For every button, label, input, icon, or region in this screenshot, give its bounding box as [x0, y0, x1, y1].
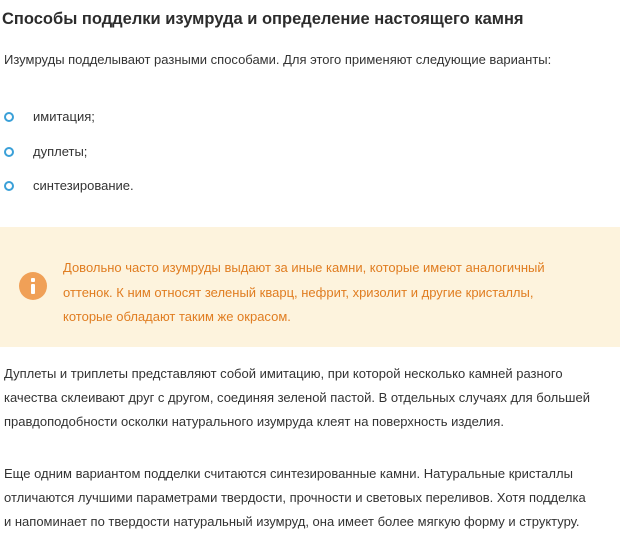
body-paragraph-doublets: [4, 362, 616, 434]
intro-paragraph: Изумруды подделывают разными способами. Для этого применяют следующие варианты:: [4, 52, 552, 67]
info-icon: [19, 272, 47, 300]
list-item: [0, 177, 620, 212]
paragraph-line: Дуплеты и триплеты представляют собой имитацию, при которой несколько камней разного: [4, 366, 563, 381]
callout-line: Довольно часто изумруды выдают за иные камни, которые имеют аналогичный: [63, 260, 545, 275]
paragraph-line: качества склеивают друг с другом, соединяя зеленой пастой. В отдельных случаях для большей: [4, 390, 590, 405]
paragraph-line: правдоподобности осколки натурального изумруда клеят на поверхность изделия.: [4, 414, 504, 429]
list-item: [0, 108, 620, 143]
callout-line: оттенок. К ним относят зеленый кварц, нефрит, хризолит и другие кристаллы,: [63, 284, 534, 300]
variant-list: [0, 108, 620, 212]
list-item-text: дуплеты;: [33, 143, 88, 159]
callout-text: [63, 256, 608, 330]
paragraph-line: и напоминает по твердости натуральный изумруд, она имеет более мягкую форму и структуру.: [4, 514, 580, 529]
list-item: [0, 143, 620, 178]
paragraph-line: отличаются лучшими параметрами твердости, прочности и световых переливов. Хотя подделка: [4, 490, 586, 505]
paragraph-line: Еще одним вариантом подделки считаются синтезированные камни. Натуральные кристаллы: [4, 466, 573, 481]
body-paragraph-synthetic: [4, 462, 616, 534]
circle-bullet-icon: [4, 181, 14, 191]
section-heading: Способы подделки изумруда и определение настоящего камня: [2, 10, 524, 28]
circle-bullet-icon: [4, 112, 14, 122]
list-item-text: имитация;: [33, 109, 95, 124]
callout-line: которые обладают таким же окрасом.: [63, 309, 291, 324]
circle-bullet-icon: [4, 147, 14, 157]
list-item-text: синтезирование.: [33, 178, 134, 193]
